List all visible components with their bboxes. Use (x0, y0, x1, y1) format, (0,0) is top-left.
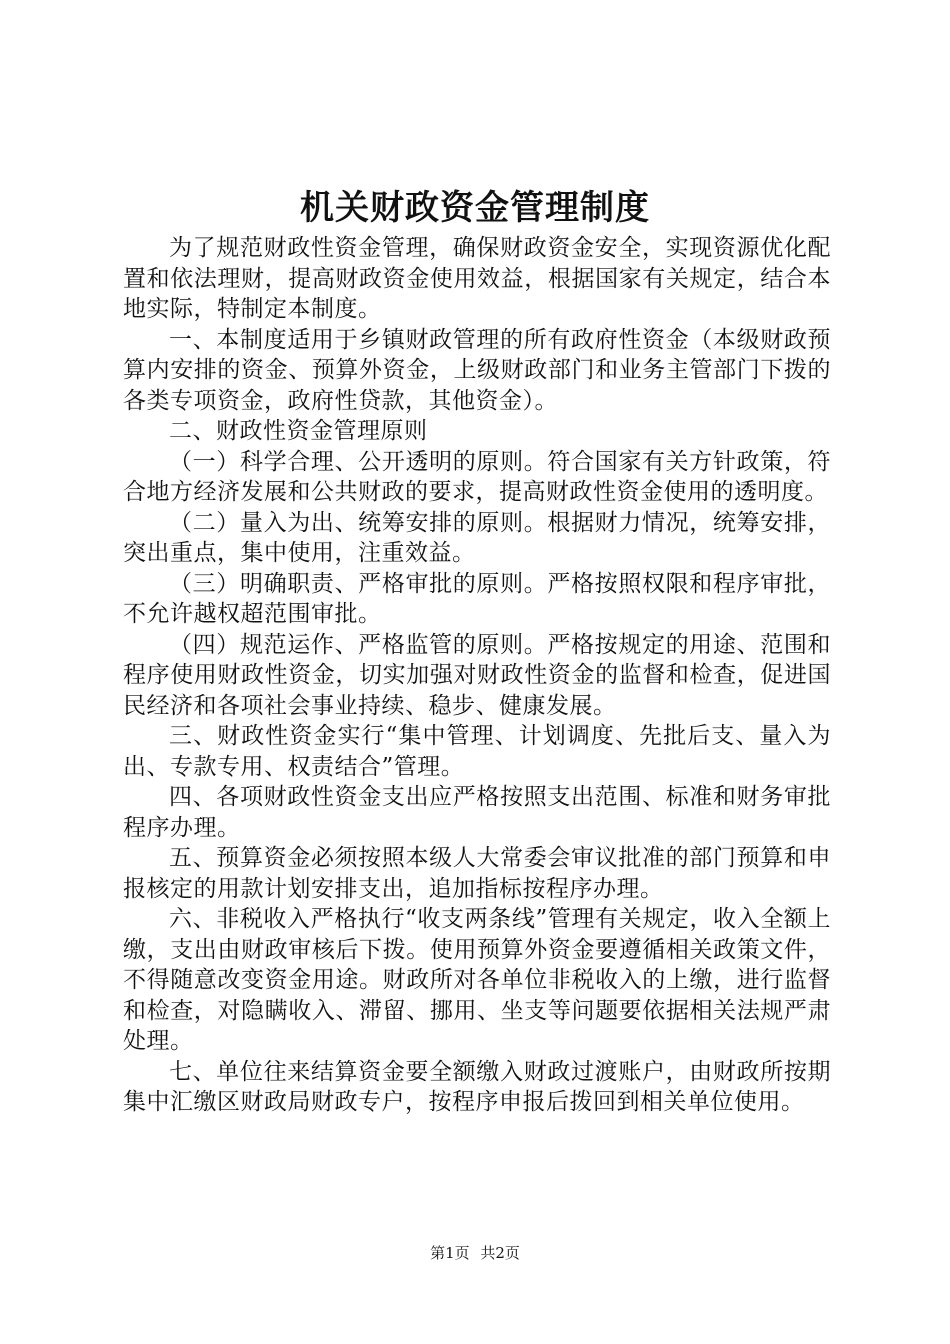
paragraph-section-3: 三、财政性资金实行“集中管理、计划调度、先批后支、量入为出、专款专用、权责结合”管理。 (123, 723, 831, 780)
document-title: 机关财政资金管理制度 (300, 188, 650, 228)
paragraph-principle-2: （二）量入为出、统筹安排的原则。根据财力情况，统筹安排，突出重点，集中使用，注重效益。 (123, 509, 831, 566)
paragraph-principle-3: （三）明确职责、严格审批的原则。严格按照权限和程序审批，不允许越权超范围审批。 (123, 570, 831, 627)
page-number-current: 第1页 (430, 1244, 470, 1262)
page-footer (0, 1242, 950, 1264)
paragraph-intro: 为了规范财政性资金管理，确保财政资金安全，实现资源优化配置和依法理财，提高财政资金使用效益，根据国家有关规定，结合本地实际，特制定本制度。 (123, 235, 831, 322)
paragraph-principle-4: （四）规范运作、严格监管的原则。严格按规定的用途、范围和程序使用财政性资金，切实加强对财政性资金的监督和检查，促进国民经济和各项社会事业持续、稳步、健康发展。 (123, 631, 831, 719)
paragraph-section-1: 一、本制度适用于乡镇财政管理的所有政府性资金（本级财政预算内安排的资金、预算外资金，上级财政部门和业务主管部门下拨的各类专项资金，政府性贷款，其他资金）。 (123, 326, 831, 414)
paragraph-section-7: 七、单位往来结算资金要全额缴入财政过渡账户，由财政所按期集中汇缴区财政局财政专户，按程序申报后拨回到相关单位使用。 (123, 1058, 831, 1115)
paragraph-principle-1: （一）科学合理、公开透明的原则。符合国家有关方针政策，符合地方经济发展和公共财政的要求，提高财政性资金使用的透明度。 (123, 448, 831, 505)
document-body (123, 233, 831, 1118)
paragraph-section-6: 六、非税收入严格执行“收支两条线”管理有关规定，收入全额上缴，支出由财政审核后下拨。使用预算外资金要遵循相关政策文件，不得随意改变资金用途。财政所对各单位非税收入的上缴，进行监督和检查，对隐瞒收入、滞留、挪用、坐支等问题要依据相关法规严肃处理。 (123, 906, 831, 1054)
paragraph-section-2-heading: 二、财政性资金管理原则 (169, 418, 428, 444)
page-number-total: 共2页 (480, 1244, 520, 1262)
paragraph-section-4: 四、各项财政性资金支出应严格按照支出范围、标准和财务审批程序办理。 (123, 784, 831, 841)
paragraph-section-5: 五、预算资金必须按照本级人大常委会审议批准的部门预算和申报核定的用款计划安排支出，追加指标按程序办理。 (123, 845, 831, 902)
